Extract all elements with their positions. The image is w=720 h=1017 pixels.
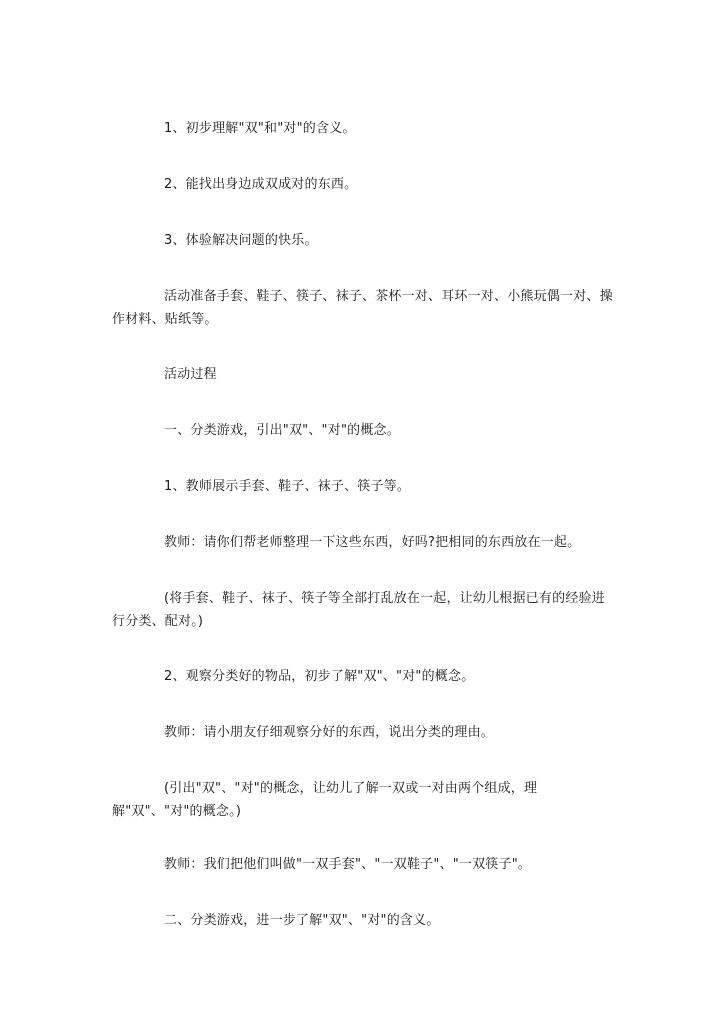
paragraph-preparation: 活动准备手套、鞋子、筷子、袜子、茶杯一对、耳环一对、小熊玩偶一对、操作材料、贴纸等。 (112, 289, 613, 327)
paragraph-goal-3: 3、体验解决问题的快乐。 (164, 233, 318, 248)
paragraph-step-1: 1、教师展示手套、鞋子、袜子、筷子等。 (164, 479, 411, 494)
paragraph-step-2: 2、观察分类好的物品，初步了解"双"、"对"的概念。 (164, 669, 475, 684)
paragraph-note-1: (将手套、鞋子、袜子、筷子等全部打乱放在一起，让幼儿根据已有的经验进行分类、配对。) (112, 591, 605, 629)
paragraph-teacher-3: 教师：我们把他们叫做"一双手套"、"一双鞋子"、"一双筷子"。 (164, 857, 532, 872)
paragraph-goal-2: 2、能找出身边成双成对的东西。 (164, 177, 358, 192)
paragraph-goal-1: 1、初步理解"双"和"对"的含义。 (164, 121, 356, 136)
paragraph-process-heading: 活动过程 (164, 367, 217, 382)
paragraph-teacher-2: 教师：请小朋友仔细观察分好的东西，说出分类的理由。 (164, 725, 495, 740)
paragraph-teacher-1: 教师：请你们帮老师整理一下这些东西，好吗?把相同的东西放在一起。 (164, 535, 581, 550)
paragraph-section-1-heading: 一、分类游戏，引出"双"、"对"的概念。 (164, 423, 400, 438)
paragraph-note-2: (引出"双"、"对"的概念，让幼儿了解一双或一对由两个组成，理解"双"、"对"的概念。) (112, 781, 538, 819)
paragraph-section-2-heading: 二、分类游戏，进一步了解"双"、"对"的含义。 (164, 913, 440, 928)
